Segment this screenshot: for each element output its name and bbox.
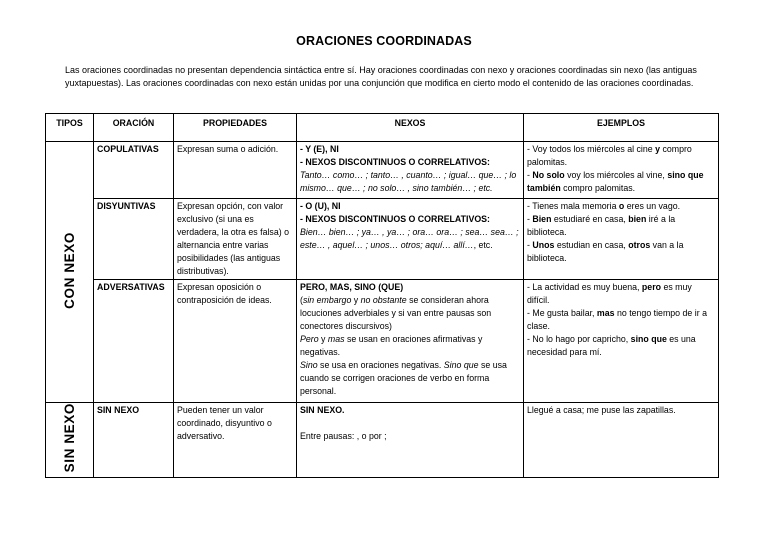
nexos-line: Sino se usa en oraciones negativas. Sino que se usa cuando se corrigen oraciones de verbo en forma personal. <box>300 359 507 396</box>
propiedades-sin-nexo: Pueden tener un valor coordinado, disyuntivo o adversativo. <box>174 403 297 477</box>
example-line: - La actividad es muy buena, pero es muy difícil. <box>527 282 692 306</box>
group-con-nexo-label: CON NEXO <box>61 231 77 309</box>
header-propiedades: PROPIEDADES <box>174 114 297 142</box>
example-line: - No solo voy los miércoles al vine, sino que también compro palomitas. <box>527 169 704 193</box>
example-line: - Me gusta bailar, mas no tengo tiempo de ir a clase. <box>527 308 707 332</box>
nexos-line: Entre pausas: , o por ; <box>300 431 387 442</box>
example-line: - Voy todos los miércoles al cine y compro palomitas. <box>527 144 692 167</box>
nexos-line: Tanto… como… ; tanto… , cuanto… ; igual… que… ; lo mismo… que… ; no solo… , sino también… ; etc. <box>300 169 517 193</box>
propiedades-adversativas: Expresan oposición o contraposición de ideas. <box>174 280 297 403</box>
nexos-line: Pero y mas se usan en oraciones afirmativas y negativas. <box>300 334 483 357</box>
group-sin-nexo <box>46 403 94 477</box>
nexos-line: Bien… bien… ; ya… , ya… ; ora… ora… ; sea… sea… ; este… , aquel… ; unos… otros; aquí… allí…, etc. <box>300 226 519 250</box>
example-line: - No lo hago por capricho, sino que es una necesidad para mí. <box>527 334 696 357</box>
page-title: ORACIONES COORDINADAS <box>296 34 472 48</box>
nexos-line: - NEXOS DISCONTINUOS O CORRELATIVOS: <box>300 156 490 167</box>
propiedades-disyuntivas: Expresan opción, con valor exclusivo (si una es verdadera, la otra es falsa) o alternancia entre varias posibilidades (las antiguas distributivas). <box>174 199 297 280</box>
nexos-line: (sin embargo y no obstante se consideran ahora locuciones adverbiales y si van entre pausas son conectores discursivos) <box>300 295 492 332</box>
header-oracion: ORACIÓN <box>94 114 174 142</box>
table-header-row <box>46 114 719 142</box>
oracion-adversativas: ADVERSATIVAS <box>94 280 174 403</box>
ejemplos-disyuntivas <box>524 199 719 280</box>
table-row-disyuntivas <box>46 199 719 280</box>
intro-paragraph: Las oraciones coordinadas no presentan dependencia sintáctica entre sí. Hay oraciones coordinadas con nexo y oraciones coordinadas sin nexo (las antiguas yuxtapuestas). Las oraciones coordinadas con nexo están unidas por una conjunción que modifica en cierto modo el contenido de las oraciones coordinadas. <box>65 65 697 89</box>
example-line: - Tienes mala memoria o eres un vago. <box>527 201 681 211</box>
ejemplos-adversativas <box>524 280 719 403</box>
coordinated-sentences-table <box>45 113 719 478</box>
oracion-disyuntivas: DISYUNTIVAS <box>94 199 174 280</box>
nexos-sin-nexo <box>297 403 524 477</box>
group-sin-nexo-label: SIN NEXO <box>61 403 77 473</box>
nexos-line: - O (U), NI <box>300 201 341 211</box>
header-tipos: TIPOS <box>46 114 94 142</box>
table-row-copulativas <box>46 142 719 199</box>
oracion-sin-nexo: SIN NEXO <box>94 403 174 477</box>
example-line: - Unos estudian en casa, otros van a la biblioteca. <box>527 239 684 263</box>
header-ejemplos: EJEMPLOS <box>524 114 719 142</box>
example-line: - Bien estudiaré en casa, bien iré a la biblioteca. <box>527 213 676 237</box>
table-row-sin-nexo <box>46 403 719 477</box>
nexos-copulativas <box>297 142 524 199</box>
ejemplos-copulativas <box>524 142 719 199</box>
group-con-nexo <box>46 142 94 403</box>
nexos-line: PERO, MAS, SINO (QUE) <box>300 282 404 293</box>
nexos-adversativas <box>297 280 524 403</box>
propiedades-copulativas: Expresan suma o adición. <box>174 142 297 199</box>
nexos-line: - Y (E), NI <box>300 144 339 154</box>
nexos-line: SIN NEXO. <box>300 405 345 416</box>
header-nexos: NEXOS <box>297 114 524 142</box>
table-row-adversativas <box>46 280 719 403</box>
nexos-disyuntivas <box>297 199 524 280</box>
nexos-line: - NEXOS DISCONTINUOS O CORRELATIVOS: <box>300 213 490 224</box>
ejemplos-sin-nexo: Llegué a casa; me puse las zapatillas. <box>524 403 719 477</box>
oracion-copulativas: COPULATIVAS <box>94 142 174 199</box>
